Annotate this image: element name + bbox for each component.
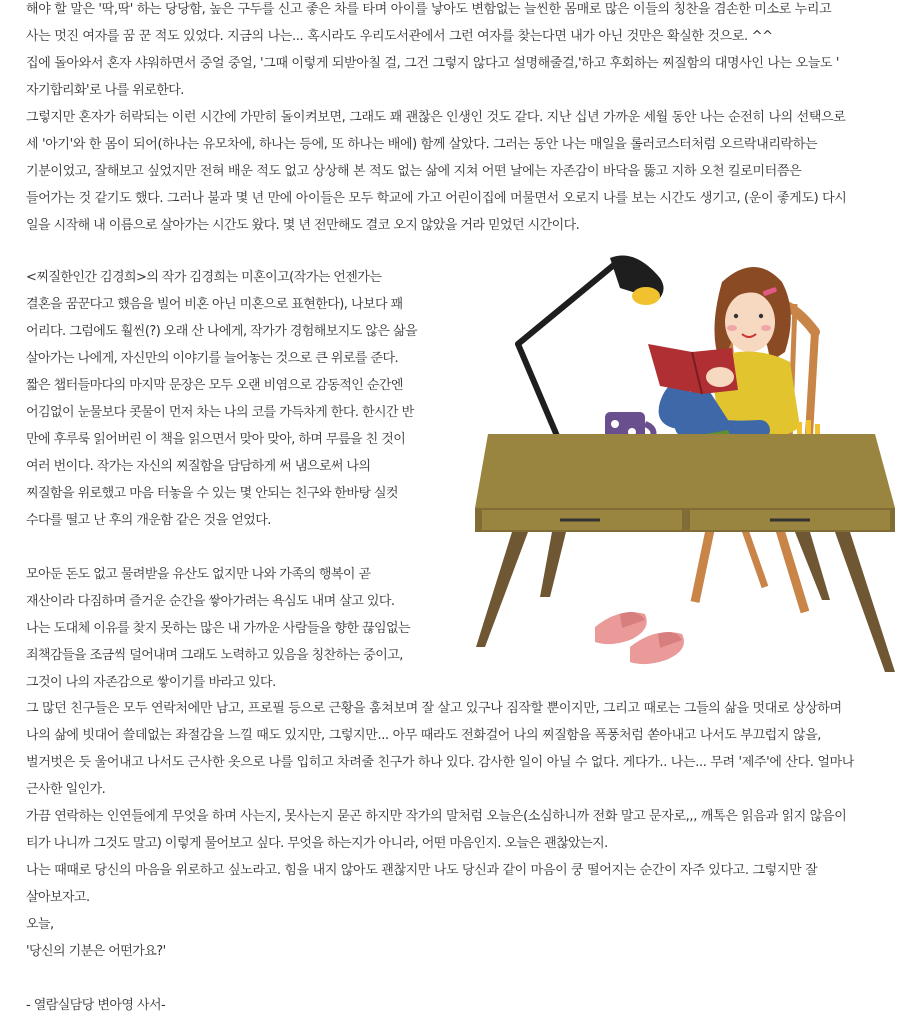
text-line: 모아둔 돈도 없고 물려받을 유산도 없지만 나와 가족의 행복이 곧	[26, 567, 371, 582]
text-line: 나의 삶에 빗대어 쓸데없는 좌절감을 느낄 때도 있지만, 그렇지만... 아무 때라도 전화걸어 나의 찌질함을 폭풍처럼 쏟아내고 나서도 부끄럽지 않을,	[26, 728, 822, 743]
text-line: 살아보자고.	[26, 890, 90, 905]
text-line: <찌질한인간 김경희>의 작가 김경희는 미혼이고(작가는 언젠가는	[26, 270, 382, 285]
reading-woman-illustration	[470, 252, 900, 684]
text-line: 어김없이 눈물보다 콧물이 먼저 차는 나의 코를 가득차게 한다. 한시간 반	[26, 405, 414, 420]
text-line: 짧은 챕터들마다의 마지막 문장은 모두 오랜 비염으로 감동적인 순간엔	[26, 378, 403, 393]
text-line: 어리다. 그럼에도 훨씬(?) 오래 산 나에게, 작가가 경험해보지도 않은 삶을	[26, 324, 418, 339]
text-line: 재산이라 다짐하며 즐거운 순간을 쌓아가려는 욕심도 내며 살고 있다.	[26, 594, 395, 609]
text-line: 기분이었고, 잘해보고 싶었지만 전혀 배운 적도 없고 상상해 본 적도 없는 삶에 지쳐 어떤 날에는 자존감이 바닥을 뚫고 지하 오천 킬로미터쯤은	[26, 164, 802, 179]
text-line: 들어가는 것 같기도 했다. 그러나 불과 몇 년 만에 아이들은 모두 학교에 가고 어린이집에 머물면서 오로지 나를 보는 시간도 생기고, (운이 좋게도) 다시	[26, 191, 847, 206]
text-line: 그것이 나의 자존감으로 쌓이기를 바라고 있다.	[26, 675, 276, 690]
text-line: 죄책감들을 조금씩 덜어내며 그래도 노력하고 있음을 칭찬하는 중이고,	[26, 648, 403, 663]
text-line: 세 '아기'와 한 몸이 되어(하나는 유모차에, 하나는 등에, 또 하나는 배에) 함께 살았다. 그러는 동안 나는 매일을 롤러코스터처럼 오르락내리락하는	[26, 137, 818, 152]
desk	[475, 434, 895, 672]
text-line: 티가 나니까 그것도 말고) 이렇게 물어보고 싶다. 무엇을 하는지가 아니라, 어떤 마음인지. 오늘은 괜찮았는지.	[26, 836, 608, 851]
text-line: 근사한 일인가.	[26, 782, 106, 797]
text-line: 찌질함을 위로했고 마음 터놓을 수 있는 몇 안되는 친구와 한바탕 실컷	[26, 486, 399, 501]
text-line: 집에 돌아와서 혼자 샤워하면서 중얼 중얼, '그때 이렇게 되받아칠 걸, 그건 그렇지 않다고 설명해줄걸,'하고 후회하는 찌질함의 대명사인 나는 오늘도 '	[26, 56, 840, 71]
text-line: 자기합리화'로 나를 위로한다.	[26, 83, 184, 98]
text-line: 벌거벗은 듯 울어내고 나서도 근사한 옷으로 나를 입히고 차려줄 친구가 하나 있다. 감사한 일이 아닐 수 없다. 게다가.. 나는... 무려 '제주'에 산다. 얼마나	[26, 755, 854, 770]
text-line: 그렇지만 혼자가 허락되는 이런 시간에 가만히 돌이켜보면, 그래도 꽤 괜찮은 인생인 것도 같다. 지난 십년 가까운 세월 동안 나는 순전히 나의 선택으로	[26, 110, 846, 125]
closing-question: '당신의 기분은 어떤가요?'	[26, 944, 166, 959]
text-line: 살아가는 나에게, 자신만의 이야기를 늘어놓는 것으로 큰 위로를 준다.	[26, 351, 399, 366]
signature: - 열람실담당 변아영 사서-	[26, 998, 166, 1013]
slippers	[595, 612, 684, 664]
closing-line: 오늘,	[26, 917, 54, 932]
text-line: 그 많던 친구들은 모두 연락처에만 남고, 프로필 등으로 근황을 훔쳐보며 잘 살고 있구나 짐작할 뿐이지만, 그리고 때로는 그들의 삶을 멋대로 상상하며	[26, 701, 842, 716]
text-line: 일을 시작해 내 이름으로 살아가는 시간도 왔다. 몇 년 전만해도 결코 오지 않았을 거라 믿었던 시간이다.	[26, 218, 580, 233]
text-line: 여러 번이다. 작가는 자신의 찌질함을 담담하게 써 냄으로써 나의	[26, 459, 371, 474]
text-line: 나는 때때로 당신의 마음을 위로하고 싶노라고. 힘을 내지 않아도 괜찮지만 나도 당신과 같이 마음이 쿵 떨어지는 순간이 자주 있다고. 그렇지만 잘	[26, 863, 818, 878]
text-line: 가끔 연락하는 인연들에게 무엇을 하며 사는지, 못사는지 묻곤 하지만 작가의 말처럼 오늘은(소심하니까 전화 말고 문자로,,, 깨톡은 읽음과 읽지 않음이	[26, 809, 847, 824]
text-line: 만에 후루룩 읽어버린 이 책을 읽으면서 맞아 맞아, 하며 무릎을 친 것이	[26, 432, 406, 447]
text-line: 결혼을 꿈꾼다고 했음을 빌어 비혼 아닌 미혼으로 표현한다), 나보다 꽤	[26, 297, 403, 312]
text-line: 수다를 떨고 난 후의 개운함 같은 것을 얻었다.	[26, 513, 271, 528]
woman	[648, 267, 800, 438]
text-line: 나는 도대체 이유를 찾지 못하는 많은 내 가까운 사람들을 향한 끊임없는	[26, 621, 411, 636]
text-line: 해야 할 말은 '딱,딱' 하는 당당함, 높은 구두를 신고 좋은 차를 타며 아이를 낳아도 변함없는 늘씬한 몸매로 많은 이들의 칭찬을 겸손한 미소로 누리고	[26, 2, 832, 17]
text-line: 사는 멋진 여자를 꿈 꾼 적도 있었다. 지금의 나는... 혹시라도 우리도서관에서 그런 여자를 찾는다면 내가 아닌 것만은 확실한 것으로. ^^	[26, 29, 773, 44]
